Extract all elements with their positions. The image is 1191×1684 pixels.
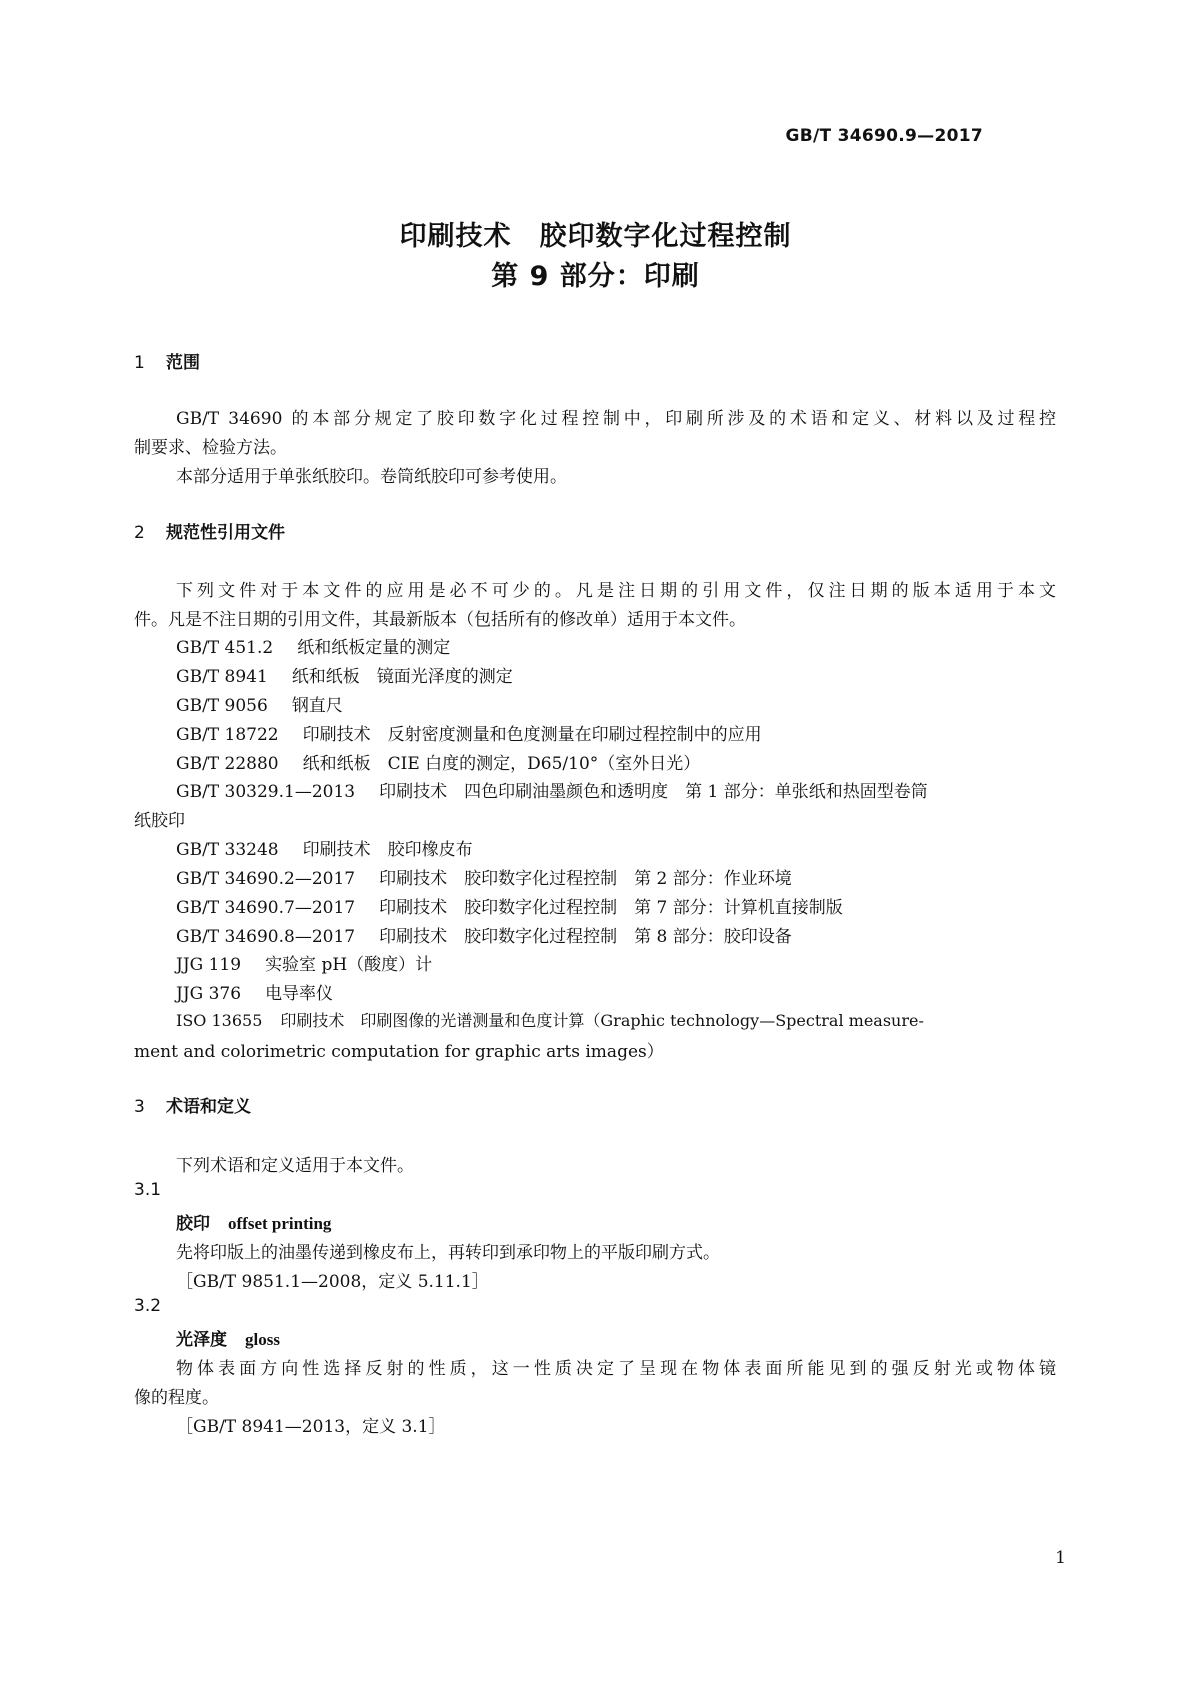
section-1-para2: 本部分适用于单张纸胶印。卷筒纸胶印可参考使用。 bbox=[176, 467, 567, 487]
term-number: 3.1 bbox=[134, 1180, 162, 1200]
term-en: offset printing bbox=[228, 1214, 332, 1233]
section-2-intro-line1: 下列文件对于本文件的应用是必不可少的。凡是注日期的引用文件，仅注日期的版本适用于本文 bbox=[176, 581, 1056, 601]
reference-item bbox=[176, 662, 513, 687]
section-3-heading bbox=[134, 1092, 251, 1117]
reference-title: 纸和纸板定量的测定 bbox=[297, 638, 451, 658]
reference-title: 电导率仪 bbox=[265, 984, 334, 1004]
reference-title: 钢直尺 bbox=[291, 696, 343, 716]
reference-item bbox=[176, 979, 333, 1004]
term-en: gloss bbox=[245, 1330, 280, 1349]
section-title: 规范性引用文件 bbox=[166, 523, 285, 543]
reference-title: 印刷技术 胶印数字化过程控制 第 7 部分：计算机直接制版 bbox=[379, 898, 843, 918]
reference-code: JJG 119 bbox=[176, 955, 242, 975]
section-2-intro-line2: 件。凡是不注日期的引用文件，其最新版本（包括所有的修改单）适用于本文件。 bbox=[134, 610, 746, 630]
term-definition: 先将印版上的油墨传递到橡皮布上，再转印到承印物上的平版印刷方式。 bbox=[176, 1243, 720, 1263]
reference-item bbox=[176, 893, 843, 918]
reference-item bbox=[176, 864, 792, 889]
section-title: 范围 bbox=[166, 353, 200, 373]
section-title: 术语和定义 bbox=[166, 1097, 251, 1117]
term-zh: 光泽度 bbox=[176, 1330, 227, 1350]
term-heading bbox=[176, 1209, 331, 1234]
term-number: 3.2 bbox=[134, 1296, 162, 1316]
reference-title: 纸和纸板 CIE 白度的测定，D65/10°（室外日光） bbox=[302, 754, 701, 774]
reference-item bbox=[176, 922, 792, 947]
reference-code: GB/T 30329.1—2013 bbox=[176, 782, 356, 802]
reference-title: 印刷技术 四色印刷油墨颜色和透明度 第 1 部分：单张纸和热固型卷筒 bbox=[379, 782, 928, 802]
reference-code: GB/T 33248 bbox=[176, 840, 279, 860]
reference-item bbox=[176, 720, 762, 745]
page-number: 1 bbox=[1055, 1548, 1066, 1568]
reference-code: ISO 13655 bbox=[176, 1011, 263, 1030]
term-zh: 胶印 bbox=[176, 1214, 210, 1234]
reference-item bbox=[176, 749, 700, 774]
section-3-intro: 下列术语和定义适用于本文件。 bbox=[176, 1156, 414, 1176]
reference-code: GB/T 34690.7—2017 bbox=[176, 898, 356, 918]
reference-code: GB/T 9056 bbox=[176, 696, 268, 716]
reference-item bbox=[176, 777, 928, 802]
standard-id: GB/T 34690.9—2017 bbox=[785, 126, 983, 146]
reference-title-continued: ment and colorimetric computation for graphic arts images） bbox=[134, 1042, 664, 1062]
reference-item bbox=[176, 1008, 924, 1031]
term-definition-continued: 像的程度。 bbox=[134, 1388, 219, 1408]
section-number: 1 bbox=[134, 353, 145, 373]
document-title-line2: 第 9 部分：印刷 bbox=[491, 261, 700, 292]
term-definition: 物体表面方向性选择反射的性质，这一性质决定了呈现在物体表面所能见到的强反射光或物体镜 bbox=[176, 1359, 1056, 1379]
document-title-line1: 印刷技术 胶印数字化过程控制 bbox=[399, 221, 792, 252]
reference-code: GB/T 34690.2—2017 bbox=[176, 869, 356, 889]
term-source: ［GB/T 9851.1—2008，定义 5.11.1］ bbox=[176, 1272, 489, 1292]
section-1-para1-line1: GB/T 34690 的本部分规定了胶印数字化过程控制中，印刷所涉及的术语和定义、材料以及过程控 bbox=[176, 409, 1056, 429]
term-heading bbox=[176, 1325, 280, 1350]
section-1-para1-line2: 制要求、检验方法。 bbox=[134, 438, 287, 458]
reference-code: JJG 376 bbox=[176, 984, 242, 1004]
reference-title: 印刷技术 胶印橡皮布 bbox=[302, 840, 473, 860]
term-source: ［GB/T 8941—2013，定义 3.1］ bbox=[176, 1417, 446, 1437]
reference-code: GB/T 8941 bbox=[176, 667, 268, 687]
reference-title: 印刷技术 印刷图像的光谱测量和色度计算（Graphic technology—Spectral measure- bbox=[280, 1011, 924, 1030]
reference-item bbox=[176, 633, 450, 658]
reference-code: GB/T 18722 bbox=[176, 725, 279, 745]
reference-item bbox=[176, 950, 432, 975]
reference-title: 纸和纸板 镜面光泽度的测定 bbox=[291, 667, 513, 687]
reference-title: 印刷技术 胶印数字化过程控制 第 2 部分：作业环境 bbox=[379, 869, 792, 889]
section-2-heading bbox=[134, 518, 285, 543]
reference-title-continued: 纸胶印 bbox=[134, 811, 185, 831]
reference-title: 实验室 pH（酸度）计 bbox=[265, 955, 433, 975]
reference-code: GB/T 22880 bbox=[176, 754, 279, 774]
reference-title: 印刷技术 胶印数字化过程控制 第 8 部分：胶印设备 bbox=[379, 927, 792, 947]
reference-item bbox=[176, 691, 343, 716]
section-1-heading bbox=[134, 348, 200, 373]
section-number: 3 bbox=[134, 1097, 145, 1117]
reference-item bbox=[176, 835, 473, 860]
reference-title: 印刷技术 反射密度测量和色度测量在印刷过程控制中的应用 bbox=[302, 725, 762, 745]
section-number: 2 bbox=[134, 523, 145, 543]
reference-code: GB/T 34690.8—2017 bbox=[176, 927, 356, 947]
reference-code: GB/T 451.2 bbox=[176, 638, 274, 658]
